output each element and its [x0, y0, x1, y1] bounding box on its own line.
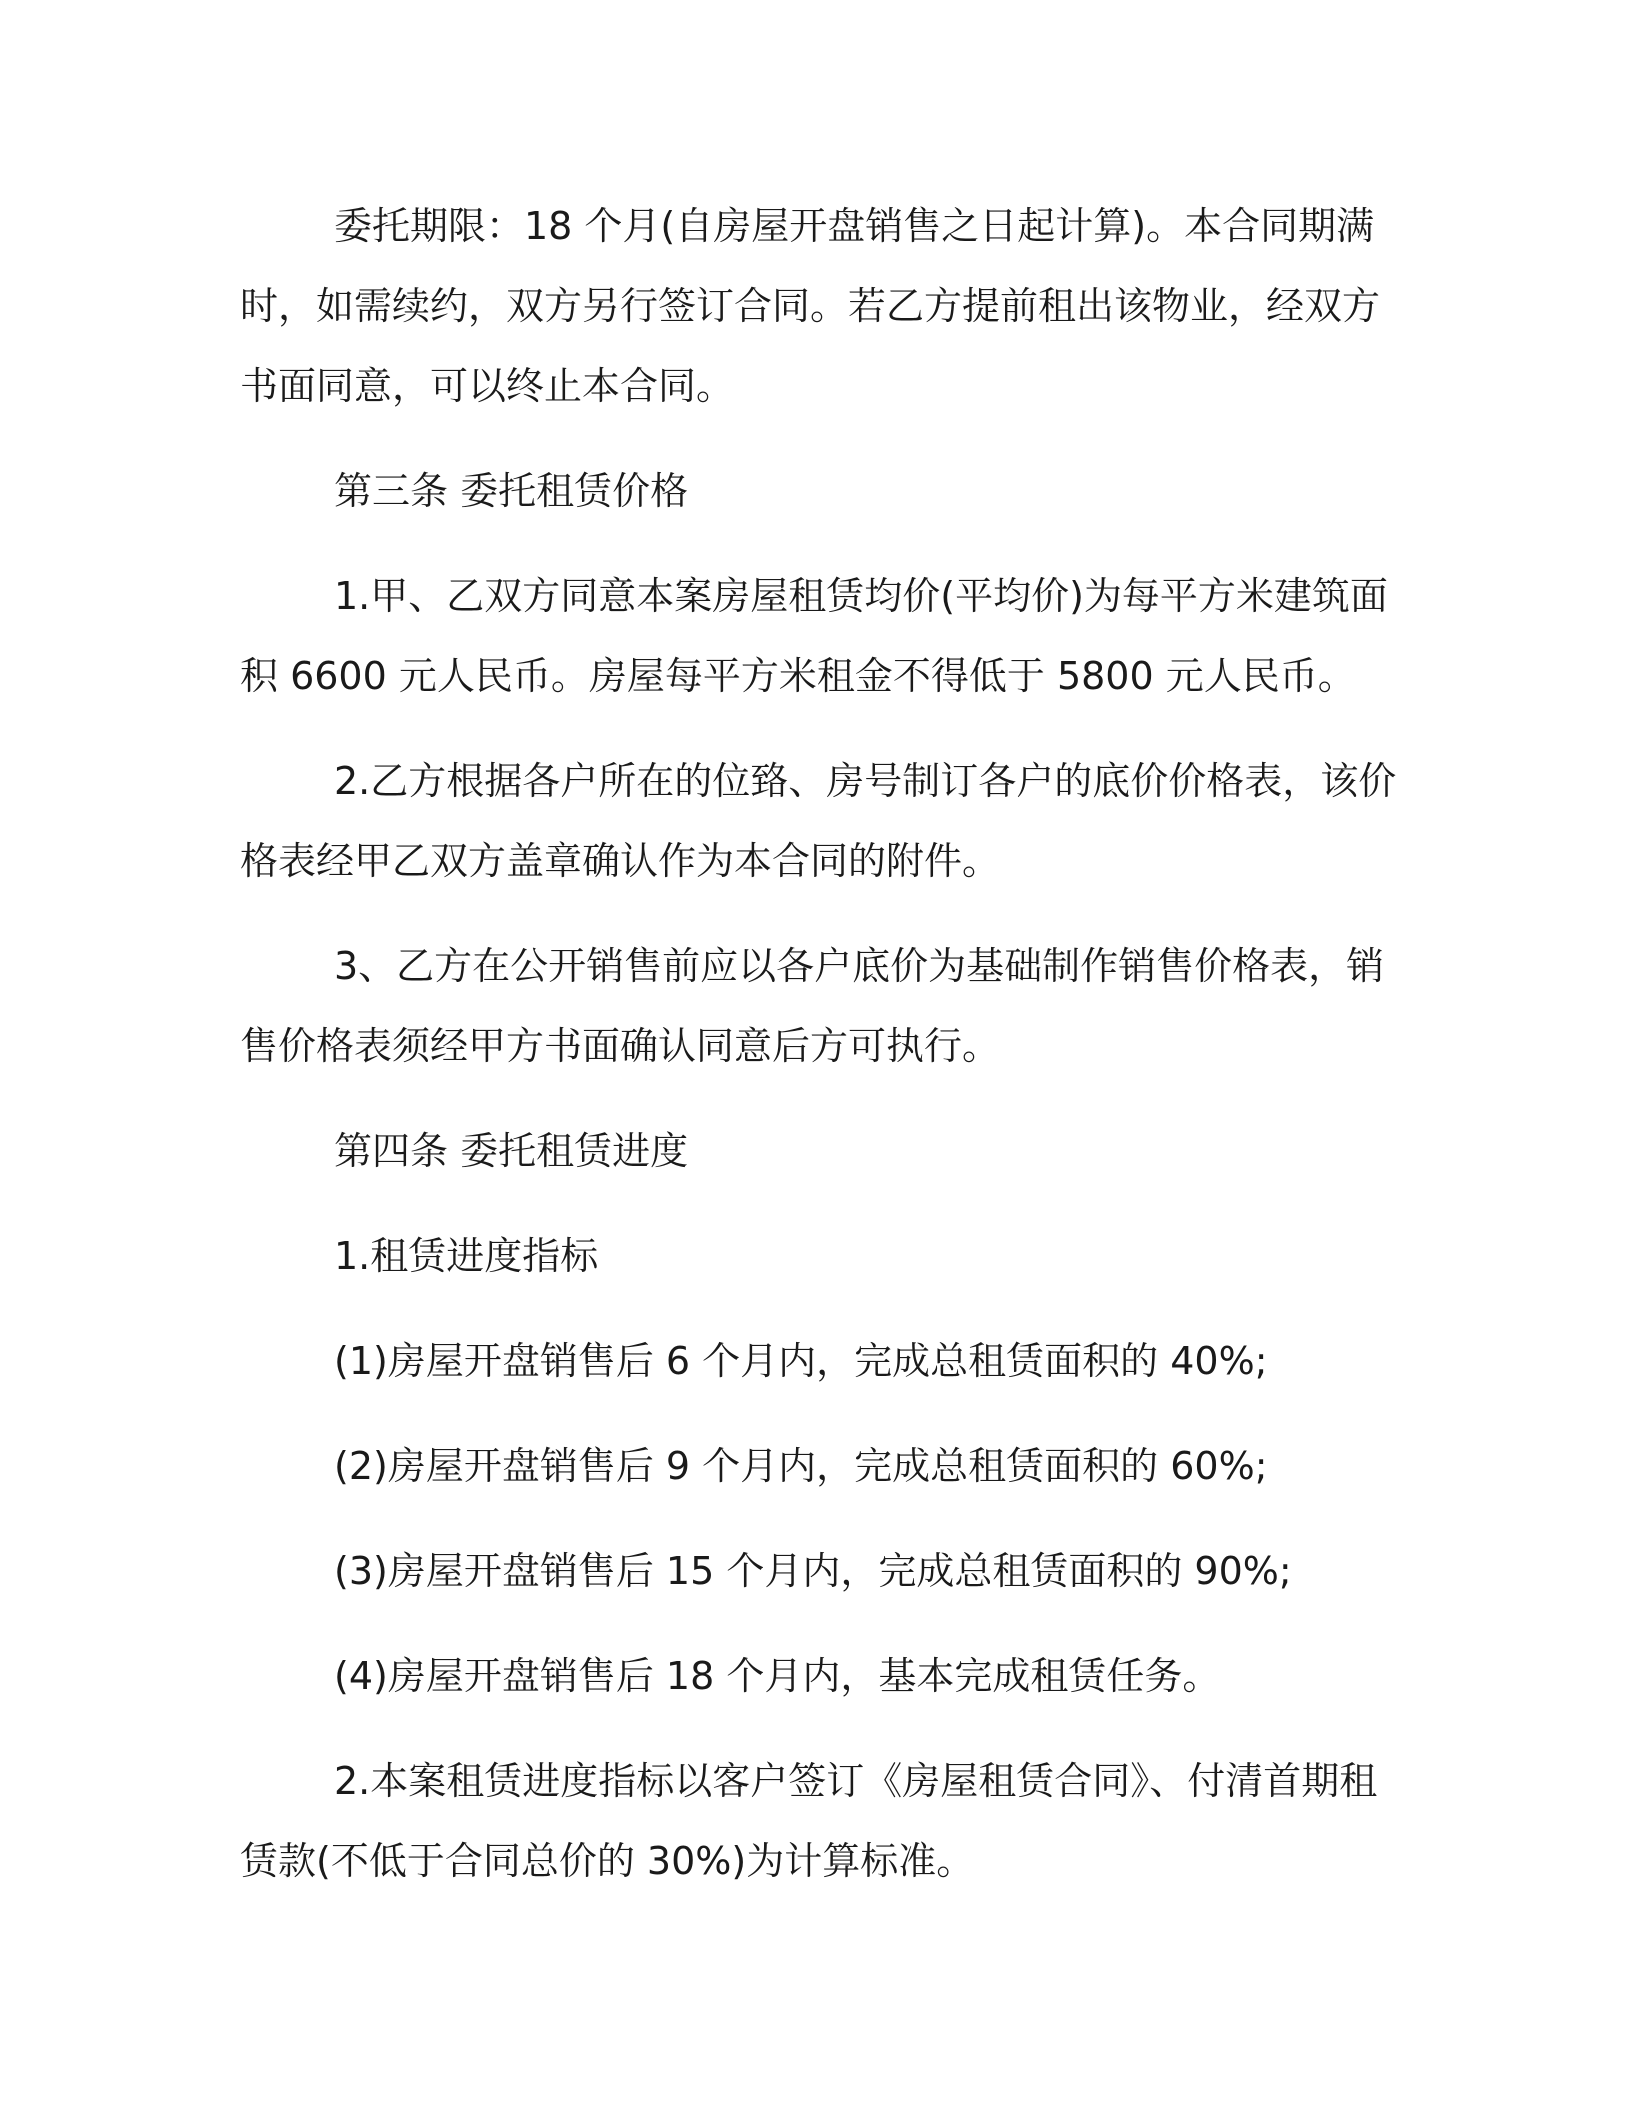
- heading-article-three: 第三条 委托租赁价格: [334, 469, 689, 513]
- list-item-target-2: (2)房屋开盘销售后 9 个月内，完成总租赁面积的 60%;: [334, 1444, 1268, 1488]
- document-body: [240, 186, 1410, 1901]
- paragraph-calculation-standard: 2.本案租赁进度指标以客户签订《房屋租赁合同》、付清首期租赁款(不低于合同总价的 30%)为计算标准。: [240, 1759, 1378, 1883]
- list-item-target-4: (4)房屋开盘销售后 18 个月内，基本完成租赁任务。: [334, 1654, 1221, 1698]
- paragraph-entrustment-term: 委托期限：18 个月(自房屋开盘销售之日起计算)。本合同期满时，如需续约，双方另行签订合同。若乙方提前租出该物业，经双方书面同意，可以终止本合同。: [240, 204, 1381, 408]
- subheading-progress-targets: 1.租赁进度指标: [334, 1234, 599, 1278]
- paragraph-sales-price-table: 3、乙方在公开销售前应以各户底价为基础制作销售价格表，销售价格表须经甲方书面确认同意后方可执行。: [240, 944, 1385, 1068]
- list-item-target-1: (1)房屋开盘销售后 6 个月内，完成总租赁面积的 40%;: [334, 1339, 1268, 1383]
- heading-article-four: 第四条 委托租赁进度: [334, 1129, 689, 1173]
- list-item-target-3: (3)房屋开盘销售后 15 个月内，完成总租赁面积的 90%;: [334, 1549, 1292, 1593]
- paragraph-base-price-table: 2.乙方根据各户所在的位臵、房号制订各户的底价价格表，该价格表经甲乙双方盖章确认作为本合同的附件。: [240, 759, 1397, 883]
- paragraph-average-price: 1.甲、乙双方同意本案房屋租赁均价(平均价)为每平方米建筑面积 6600 元人民币。房屋每平方米租金不得低于 5800 元人民币。: [240, 574, 1388, 698]
